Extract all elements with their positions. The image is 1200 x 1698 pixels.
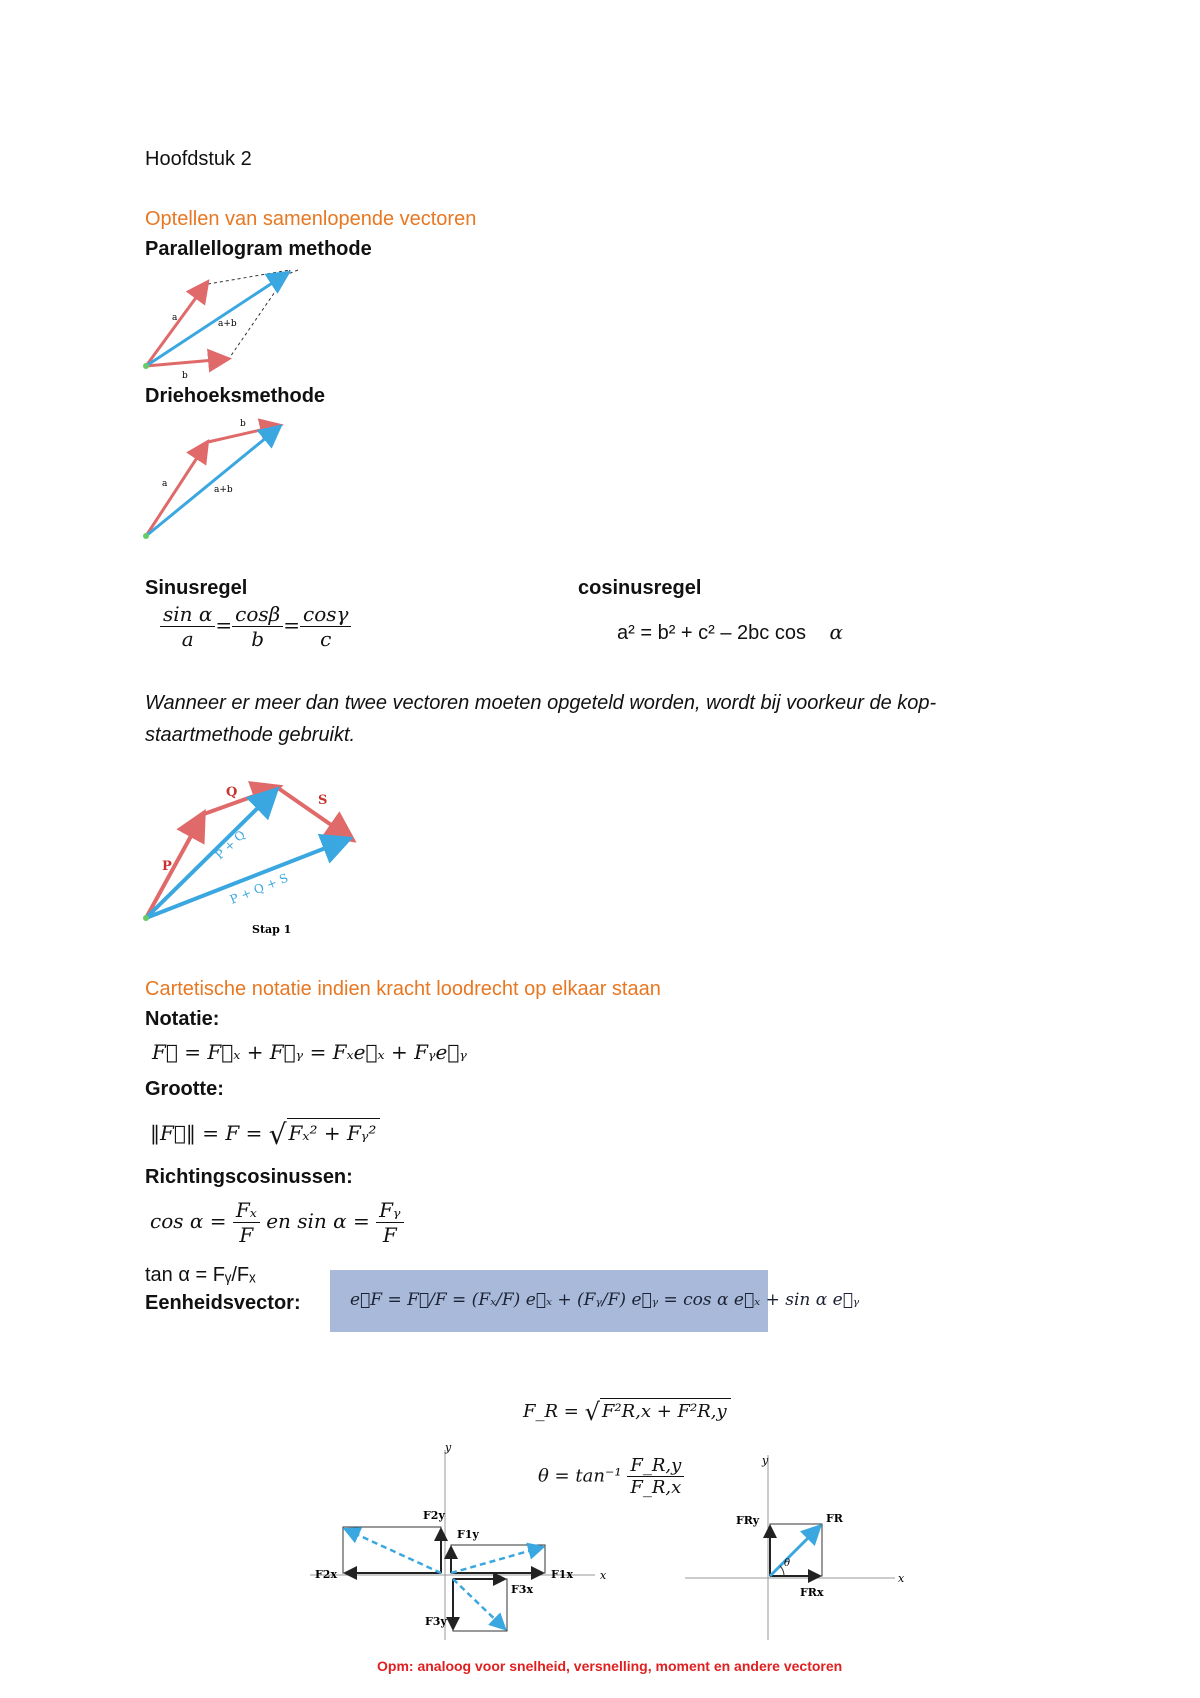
origin-dot — [143, 363, 149, 369]
f1-vector — [451, 1547, 543, 1573]
f3-vector — [453, 1579, 505, 1629]
sine-rule-formula: $\frac{\text{sin α}}{a}$ = $\frac{\cos\beta}{b}$ = $\frac{\cos\gamma}{c}$ — [160, 602, 351, 651]
unit-vector-formula: e⃗F = F⃗/F = (Fₓ/F) e⃗ₓ + (Fᵧ/F) e⃗ᵧ = cos α e⃗ₓ + sin α e⃗ᵧ — [350, 1290, 860, 1310]
sine-frac-3: $\frac{\cos\gamma}{c}$ — [300, 602, 351, 651]
fr-vector — [770, 1526, 820, 1576]
frx-label: FRx — [800, 1586, 824, 1599]
sine-rule-label: Sinusregel — [145, 577, 248, 599]
parallelogram-label: Parallellogram methode — [145, 238, 372, 260]
f1y-label: F1y — [457, 1528, 479, 1541]
unit-vector-box — [330, 1270, 860, 1332]
vector-p — [146, 816, 202, 918]
label-b: b — [182, 371, 188, 381]
fry-label: FRy — [736, 1514, 760, 1527]
f2x-label: F2x — [315, 1568, 338, 1581]
triangle-label-b: b — [240, 419, 246, 429]
x-axis-label: x — [600, 1569, 607, 1582]
section-title-vector-addition: Optellen van samenlopende vectoren — [145, 208, 477, 230]
theta-frac: $\frac{F\_R,y}{F\_R,x}$ — [627, 1455, 684, 1498]
notation-label: Notatie: — [145, 1008, 220, 1030]
note-text: Opm: analoog voor snelheid, versnelling, moment en andere vectoren — [377, 1658, 843, 1674]
parallelogram-dash-top — [208, 270, 290, 284]
cosine-rule-label: cosinusregel — [578, 577, 702, 599]
components-diagram — [305, 1445, 615, 1645]
cosine-alpha: α — [829, 620, 844, 644]
vector-s — [278, 788, 350, 838]
size-label: Grootte: — [145, 1078, 224, 1100]
section-title-cartesian: Cartetische notatie indien kracht loodrecht op elkaar staan — [145, 978, 661, 1000]
triangle-label: Driehoeksmethode — [145, 385, 326, 407]
vector-p-plus-q-plus-s — [146, 840, 346, 918]
label-a: a — [172, 313, 178, 323]
parallelogram-dash-right — [228, 270, 290, 360]
f2-vector — [345, 1529, 441, 1573]
head-tail-diagram — [140, 770, 360, 940]
cos-frac: $\frac{\text{Fₓ}}{F}$ — [233, 1198, 260, 1247]
theta-label: θ — [784, 1558, 791, 1569]
notation-formula: F⃗ = F⃗ₓ + F⃗ᵧ = Fₓe⃗ₓ + Fᵧe⃗ᵧ — [152, 1040, 467, 1064]
step-caption: Stap 1 — [252, 923, 292, 936]
size-formula: ‖F⃗‖ = F = √ Fₓ² + Fᵧ² — [150, 1118, 380, 1151]
head-tail-origin — [143, 915, 149, 921]
unit-vector-label: Eenheidsvector: — [145, 1292, 301, 1314]
f3x-label: F3x — [511, 1583, 534, 1596]
direction-cosines-formula: cos α = $\frac{\text{Fₓ}}{F}$ en sin α = $\frac{\text{Fᵧ}}{F}$ — [150, 1198, 404, 1247]
cosine-rule-formula: a² = b² + c² – 2bc cos α — [617, 620, 844, 644]
equals-sign-2: = — [283, 613, 301, 637]
f2y-label: F2y — [423, 1509, 445, 1522]
paragraph-line-2: staartmethode gebruikt. — [145, 724, 356, 746]
label-p-plus-q: P + Q — [212, 827, 249, 863]
f1x-label: F1x — [551, 1568, 574, 1581]
triangle-label-sum: a+b — [214, 485, 233, 495]
triangle-origin-dot — [143, 533, 149, 539]
f3y-label: F3y — [425, 1615, 447, 1628]
resultant-y-label: y — [762, 1454, 769, 1467]
paragraph-line-1: Wanneer er meer dan twee vectoren moeten opgeteld worden, wordt bij voorkeur de kop- — [145, 692, 937, 714]
size-radicand: Fₓ² + Fᵧ² — [287, 1118, 381, 1145]
triangle-label-a: a — [162, 479, 168, 489]
tan-formula: tan α = Fᵧ/Fₓ — [145, 1264, 256, 1286]
label-sum: a+b — [218, 319, 237, 329]
label-p-plus-q-plus-s: P + Q + S — [227, 870, 291, 907]
resultant-sqrt-sign: √ — [584, 1398, 600, 1426]
sine-frac-2: $\frac{\cos\beta}{b}$ — [232, 602, 283, 651]
y-axis-label: y — [445, 1445, 452, 1454]
vector-sum-arrow — [146, 274, 286, 366]
parallelogram-diagram — [140, 262, 300, 382]
label-q: Q — [226, 785, 238, 800]
vector-a-arrow — [146, 284, 206, 366]
label-p: P — [162, 859, 172, 874]
direction-cosines-label: Richtingscosinussen: — [145, 1166, 353, 1188]
resultant-formula: F_R = √ F²R,x + F²R,y — [523, 1398, 731, 1426]
resultant-x-label: x — [898, 1572, 905, 1585]
sin-frac: $\frac{\text{Fᵧ}}{F}$ — [376, 1198, 403, 1247]
fr-label: FR — [826, 1512, 843, 1525]
sqrt-sign: √ — [268, 1118, 287, 1151]
sine-frac-1: $\frac{\text{sin α}}{a}$ — [160, 602, 215, 651]
label-s: S — [318, 793, 328, 808]
page-heading: Hoofdstuk 2 — [145, 148, 252, 170]
vector-b-arrow — [146, 359, 226, 366]
triangle-vector-a — [146, 444, 206, 536]
triangle-diagram — [140, 412, 290, 542]
resultant-radicand: F²R,x + F²R,y — [600, 1398, 731, 1422]
theta-formula: θ = tan⁻¹ $\frac{F\_R,y}{F\_R,x}$ — [538, 1455, 684, 1498]
resultant-diagram — [680, 1450, 910, 1640]
